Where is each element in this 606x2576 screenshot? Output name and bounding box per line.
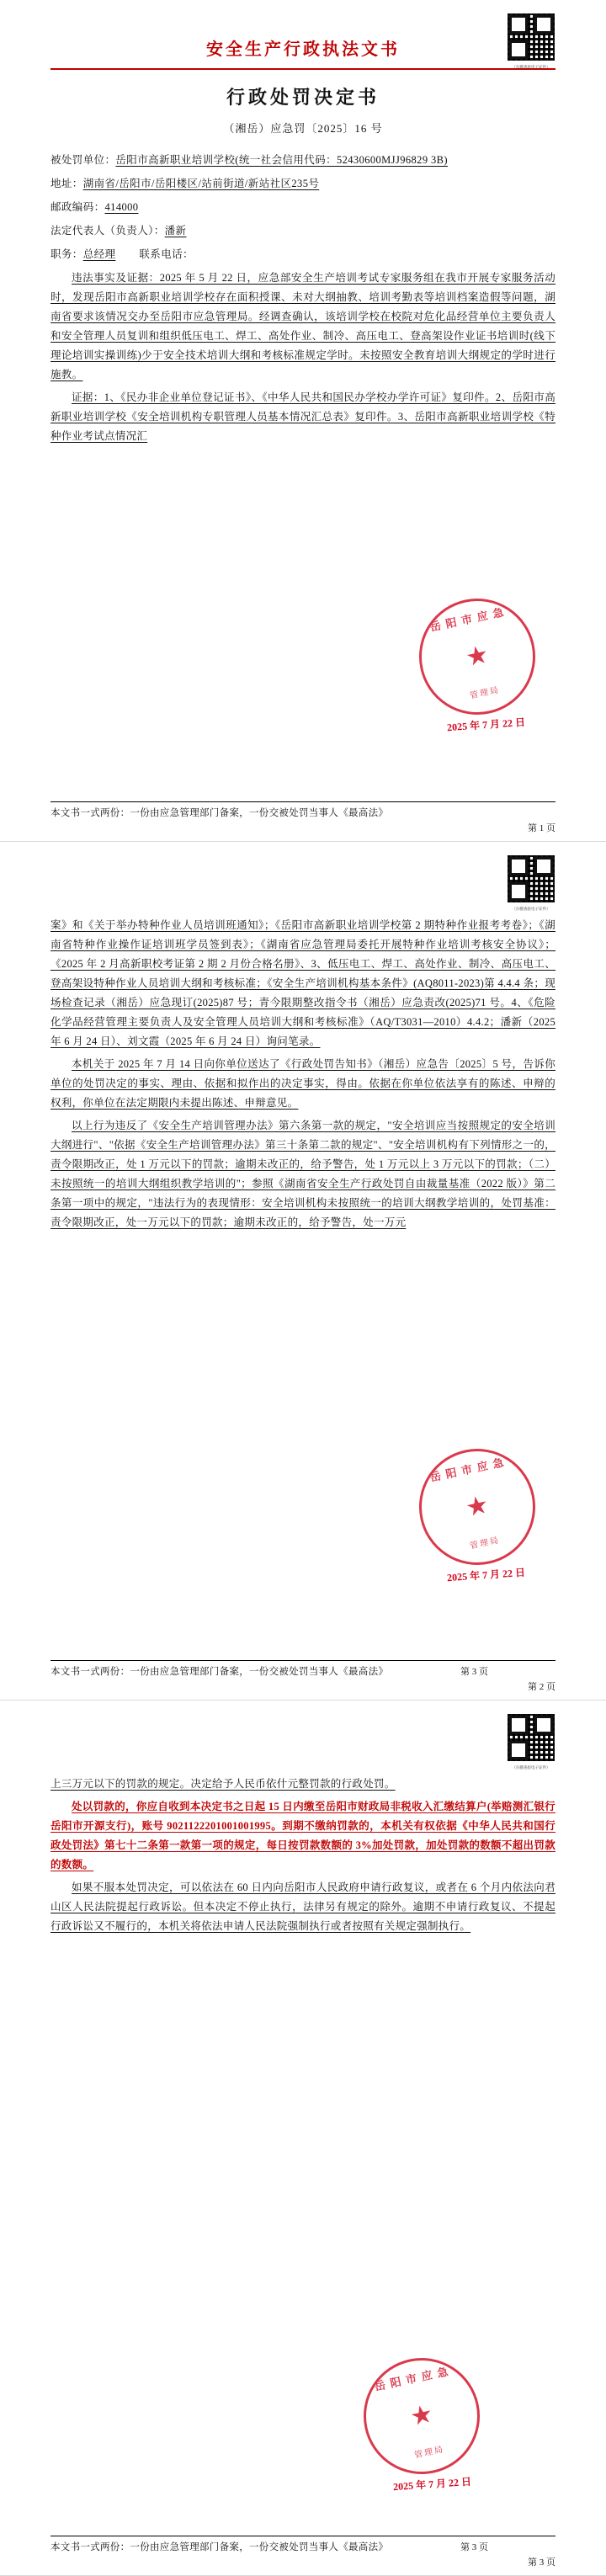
field-duty	[50, 245, 115, 263]
page2-footer: 本文书一式两份：一份由应急管理部门备案，一份交被处罚当事人《最高法》	[50, 1660, 556, 1678]
page3-paragraph-2: 处以罚款的，你应自收到本决定书之日起 15 日内缴至岳阳市财政局非税收入汇缴结算户(举赔测汇银行岳阳市开源支行)，账号 9021122201001001995。到期不缴纳罚款的，本机关有权依据《中华人民共和国行政处罚法》第七十二条第一款第一项的规定，每日按罚款数额的 3%加处罚款，加处罚款的数额不超出罚款的数额。	[50, 1801, 556, 1871]
page1-paragraph-1: 违法事实及证据：2025 年 5 月 22 日，应急部安全生产培训考试专家服务组在我市开展专家服务活动时，发现岳阳市高新职业培训学校存在面积授课、未对大纲抽教、培训考勤表等培训档案造假等问题，湖南省要求该情况交办至岳阳市应急管理局。经调查确认，该培训学校在校院对危化品经营单位主要负责人和安全管理人员复训和组织低压电工、焊工、高处作业、制冷、高压电工、登高架设作业证书培训时(线下理论培训实操训练)少于安全技术培训大纲和考核标准规定学时。未按照安全教育培训大纲规定的学时进行施教。	[50, 272, 556, 381]
seal-arc-text: 岳阳市应急	[373, 2364, 454, 2393]
document-title: 行政处罚决定书	[226, 87, 380, 108]
field-postcode	[50, 198, 556, 216]
seal-star-icon: ★	[463, 640, 492, 673]
field-postcode-label: 邮政编码：	[50, 201, 105, 213]
document-page-3	[0, 1700, 606, 2576]
field-duty-value: 总经理	[82, 248, 116, 260]
field-party-label: 被处罚单位：	[50, 154, 116, 166]
page3-footer: 本文书一式两份：一份由应急管理部门备案，一份交被处罚当事人《最高法》	[50, 2536, 556, 2553]
page1-paragraph-2: 证据：1、《民办非企业单位登记证书》、《中华人民共和国民办学校办学许可证》复印件。2、岳阳市高新职业培训学校《安全培训机构专职管理人员基本情况汇总表》复印件。3、岳阳市高新职业培训学校《特种作业考试点情况汇	[50, 391, 556, 442]
qr-caption: （扫描查验电子证件）	[512, 907, 550, 912]
field-phone-label: 联系电话：	[139, 248, 194, 260]
seal-star-icon: ★	[463, 1490, 492, 1523]
seal-arc-text: 岳阳市应急	[428, 604, 510, 634]
official-seal	[408, 1438, 546, 1576]
page1-number: 第 1 页	[528, 823, 556, 833]
page3-paragraph-1: 上三万元以下的罚款的规定。决定给予人民币依什元整罚款的行政处罚。	[50, 1778, 396, 1790]
page2-paragraph-3: 以上行为违反了《安全生产培训管理办法》第六条第一款的规定，"安全培训应当按照规定的安全培训大纲进行"、"依据《安全生产培训管理办法》第三十条第二款的规定"、"安全培训机构有下列情形之一的，责令限期改正，处 1 万元以下的罚款；逾期未改正的，给予警告，处 1 万元以上 3 万元以下的罚款；（二）未按照统一的培训大纲组织教学培训的"；参照《湖南省安全生产行政处罚自由裁量基准（2022 版）》第二条第一项中的规定，"违法行为的表现情形：安全培训机构未按照统一的培训大纲教学培训的，处罚基准：责令限期改正，处一万元以下的罚款；逾期未改正的，给予警告，处一万元	[50, 1120, 556, 1228]
page2-number: 第 2 页	[528, 1682, 556, 1692]
page2-number-alt: 第 3 页	[460, 1667, 488, 1677]
page3-number-alt: 第 3 页	[460, 2542, 488, 2552]
qr-caption: （扫描查验电子证件）	[512, 66, 550, 70]
header-divider	[50, 68, 556, 70]
field-legal-rep	[50, 221, 556, 240]
qr-code-block-2	[505, 854, 557, 912]
seal-arc-text: 岳阳市应急	[428, 1455, 510, 1484]
document-header: 安全生产行政执法文书	[206, 40, 400, 59]
page2-paragraph-1: 案》和《关于举办特种作业人员培训班通知》；《岳阳市高新职业培训学校第 2 期特种作业报考考卷》；《湖南省特种作业操作证培训班学员签到表》；《湖南省应急管理局委托开展特种作业培训考核安全协议》；《2025 年 2 月高新职校考证第 2 期 2 月份合格名册》、3、低压电工、焊工、高处作业、制冷、高压电工、登高架设特种作业人员培训大纲和考核标准；《安全生产培训机构基本条件》(AQ8011-2023)第 4.4.4 条；现场检查记录（湘岳）应急现订(2025)87 号；青今限期整改指令书（湘岳）应急责改(2025)71 号。4、《危险化学品经营管理主要负责人及安全管理人员培训大纲和考核标准》（AQ/T3031—2010）4.4.2；潘新（2025 年 6 月 24 日）、刘文霞（2025 年 6 月 24 日）询问笔录。	[50, 919, 556, 1047]
qr-code-icon	[506, 1712, 556, 1763]
page1-footer: 本文书一式两份：一份由应急管理部门备案，一份交被处罚当事人《最高法》	[50, 801, 556, 819]
field-phone	[139, 245, 320, 263]
page3-paragraph-3: 如果不服本处罚决定，可以依法在 60 日内向岳阳市人民政府申请行政复议，或者在 6 个月内依法向君山区人民法院提起行政诉讼。但本决定不停止执行，法律另有规定的除外。逾期不申请行政复议、不提起行政诉讼又不履行的，本机关将依法申请人民法院强制执行或者按照有关规定强制执行。	[50, 1881, 556, 1932]
field-duty-label: 职务：	[50, 248, 83, 260]
official-seal	[408, 588, 546, 726]
page2-paragraph-2: 本机关于 2025 年 7 月 14 日向你单位送达了《行政处罚告知书》（湘岳）应急告〔2025〕5 号，告诉你单位的处罚决定的事实、理由、依据和拟作出的决定事实，得由。依据在你单位依法享有的陈述、申辩的权利，你单位在法定期限内未提出陈述、申辩意见。	[50, 1058, 556, 1109]
field-legal-rep-label: 法定代表人（负责人）：	[50, 225, 165, 237]
qr-code-icon	[506, 854, 556, 904]
field-postcode-value: 414000	[104, 201, 139, 213]
seal-arc-text-2: 管理局	[469, 685, 502, 701]
seal-sign-date: 2025 年 7 月 22 日	[446, 1566, 526, 1584]
seal-sign-date: 2025 年 7 月 22 日	[392, 2475, 472, 2494]
seal-arc-text-2: 管理局	[413, 2445, 446, 2461]
field-row-duty-phone	[50, 245, 556, 269]
document-number: （湘岳）应急罚〔2025〕16 号	[223, 122, 383, 135]
field-party-value: 岳阳市高新职业培训学校(统一社会信用代码：52430600MJJ96829 3B)	[115, 154, 448, 166]
document-page-2	[0, 842, 606, 1700]
document-page-1	[0, 0, 606, 842]
field-legal-rep-value: 潘新	[164, 225, 187, 237]
page3-number: 第 3 页	[528, 2557, 556, 2568]
official-seal	[353, 2347, 491, 2485]
qr-code-block-3	[505, 1712, 557, 1770]
seal-star-icon: ★	[407, 2399, 436, 2432]
seal-sign-date: 2025 年 7 月 22 日	[446, 716, 526, 734]
qr-caption: （扫描查验电子证件）	[512, 1766, 550, 1770]
field-address	[50, 174, 556, 193]
field-address-label: 地址：	[50, 178, 83, 189]
seal-arc-text-2: 管理局	[469, 1535, 502, 1551]
qr-code-icon	[506, 12, 556, 62]
field-party	[50, 151, 556, 169]
field-address-value: 湖南省/岳阳市/岳阳楼区/站前街道/新站社区235号	[82, 178, 320, 189]
qr-code-block	[505, 12, 557, 70]
